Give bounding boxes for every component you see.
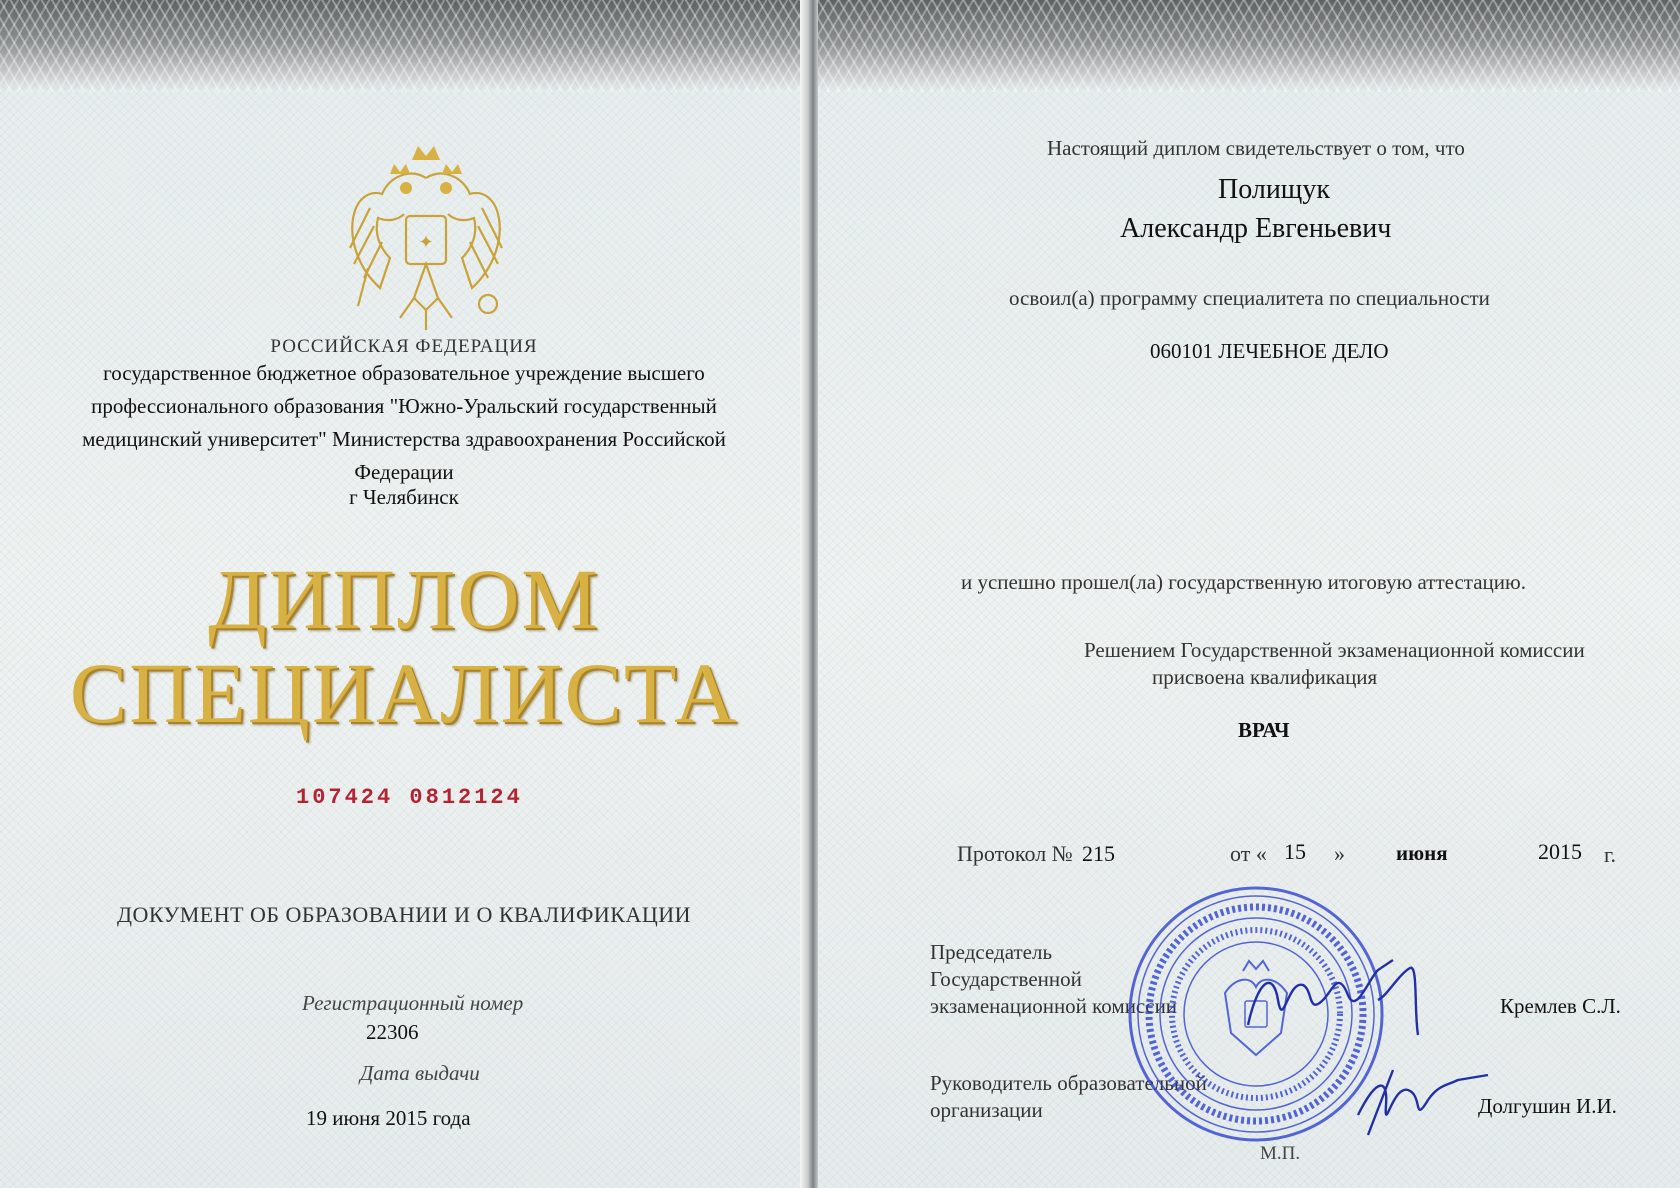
registration-number: 22306 [366, 1020, 419, 1044]
country-name: РОССИЙСКАЯ ФЕДЕРАЦИЯ [270, 336, 538, 357]
chairman-label-line-2: Государственной [930, 967, 1082, 991]
protocol-close-quote: » [1334, 841, 1345, 866]
head-signature-icon [1348, 1055, 1498, 1145]
institution-line-2: профессионального образования "Южно-Уральский государственный [91, 394, 717, 418]
registration-label: Регистрационный номер [302, 991, 524, 1015]
chairman-label-line-1: Председатель [930, 940, 1053, 964]
diploma-title-line-2: СПЕЦИАЛИСТА [69, 645, 739, 741]
chairman-signature-icon [1228, 940, 1448, 1050]
graduate-name: Александр Евгеньевич [1120, 213, 1392, 244]
diploma-left-page [0, 0, 808, 1188]
issue-date-label: Дата выдачи [360, 1061, 480, 1085]
head-label-line-1: Руководитель образовательной [930, 1071, 1207, 1095]
guilloche-band [818, 0, 1680, 92]
serial-number: 107424 0812124 [296, 785, 523, 810]
chairman-name: Кремлев С.Л. [1500, 994, 1621, 1018]
qualification: ВРАЧ [1238, 718, 1290, 742]
document-type: ДОКУМЕНТ ОБ ОБРАЗОВАНИИ И О КВАЛИФИКАЦИИ [116, 902, 691, 927]
protocol-number: 215 [1082, 841, 1115, 866]
protocol-label: Протокол № [957, 841, 1073, 866]
issue-date: 19 июня 2015 года [306, 1106, 471, 1130]
specialty: 060101 ЛЕЧЕБНОЕ ДЕЛО [1150, 339, 1389, 363]
protocol-year: 2015 [1538, 839, 1582, 864]
diploma-title-line-1: ДИПЛОМ [208, 551, 600, 647]
protocol-from-label: от « [1230, 841, 1267, 866]
coat-of-arms-icon [330, 138, 522, 338]
protocol-month: июня [1396, 841, 1448, 865]
city: г Челябинск [349, 485, 459, 509]
protocol-day: 15 [1284, 839, 1306, 864]
head-name: Долгушин И.И. [1478, 1094, 1617, 1118]
graduate-surname: Полищук [1218, 174, 1330, 205]
attestation-text: и успешно прошел(ла) государственную итоговую аттестацию. [961, 570, 1526, 594]
institution-line-1: государственное бюджетное образовательное учреждение высшего [103, 361, 705, 385]
chairman-label-line-3: экзаменационной комиссии [930, 994, 1178, 1018]
program-text: освоил(а) программу специалитета по специальности [1009, 286, 1490, 310]
institution-line-3: медицинский университет" Министерства здравоохранения Российской [82, 427, 726, 451]
protocol-year-suffix: г. [1604, 842, 1617, 867]
commission-decision-line-2: присвоена квалификация [1152, 665, 1378, 689]
guilloche-band [0, 0, 808, 92]
svg-text:✦: ✦ [418, 232, 434, 253]
institution-line-4: Федерации [354, 460, 454, 484]
commission-decision-line-1: Решением Государственной экзаменационной комиссии [1084, 638, 1585, 662]
seal-place-label: М.П. [1260, 1143, 1301, 1164]
head-label-line-2: организации [930, 1098, 1043, 1122]
certification-intro: Настоящий диплом свидетельствует о том, что [1047, 136, 1465, 160]
